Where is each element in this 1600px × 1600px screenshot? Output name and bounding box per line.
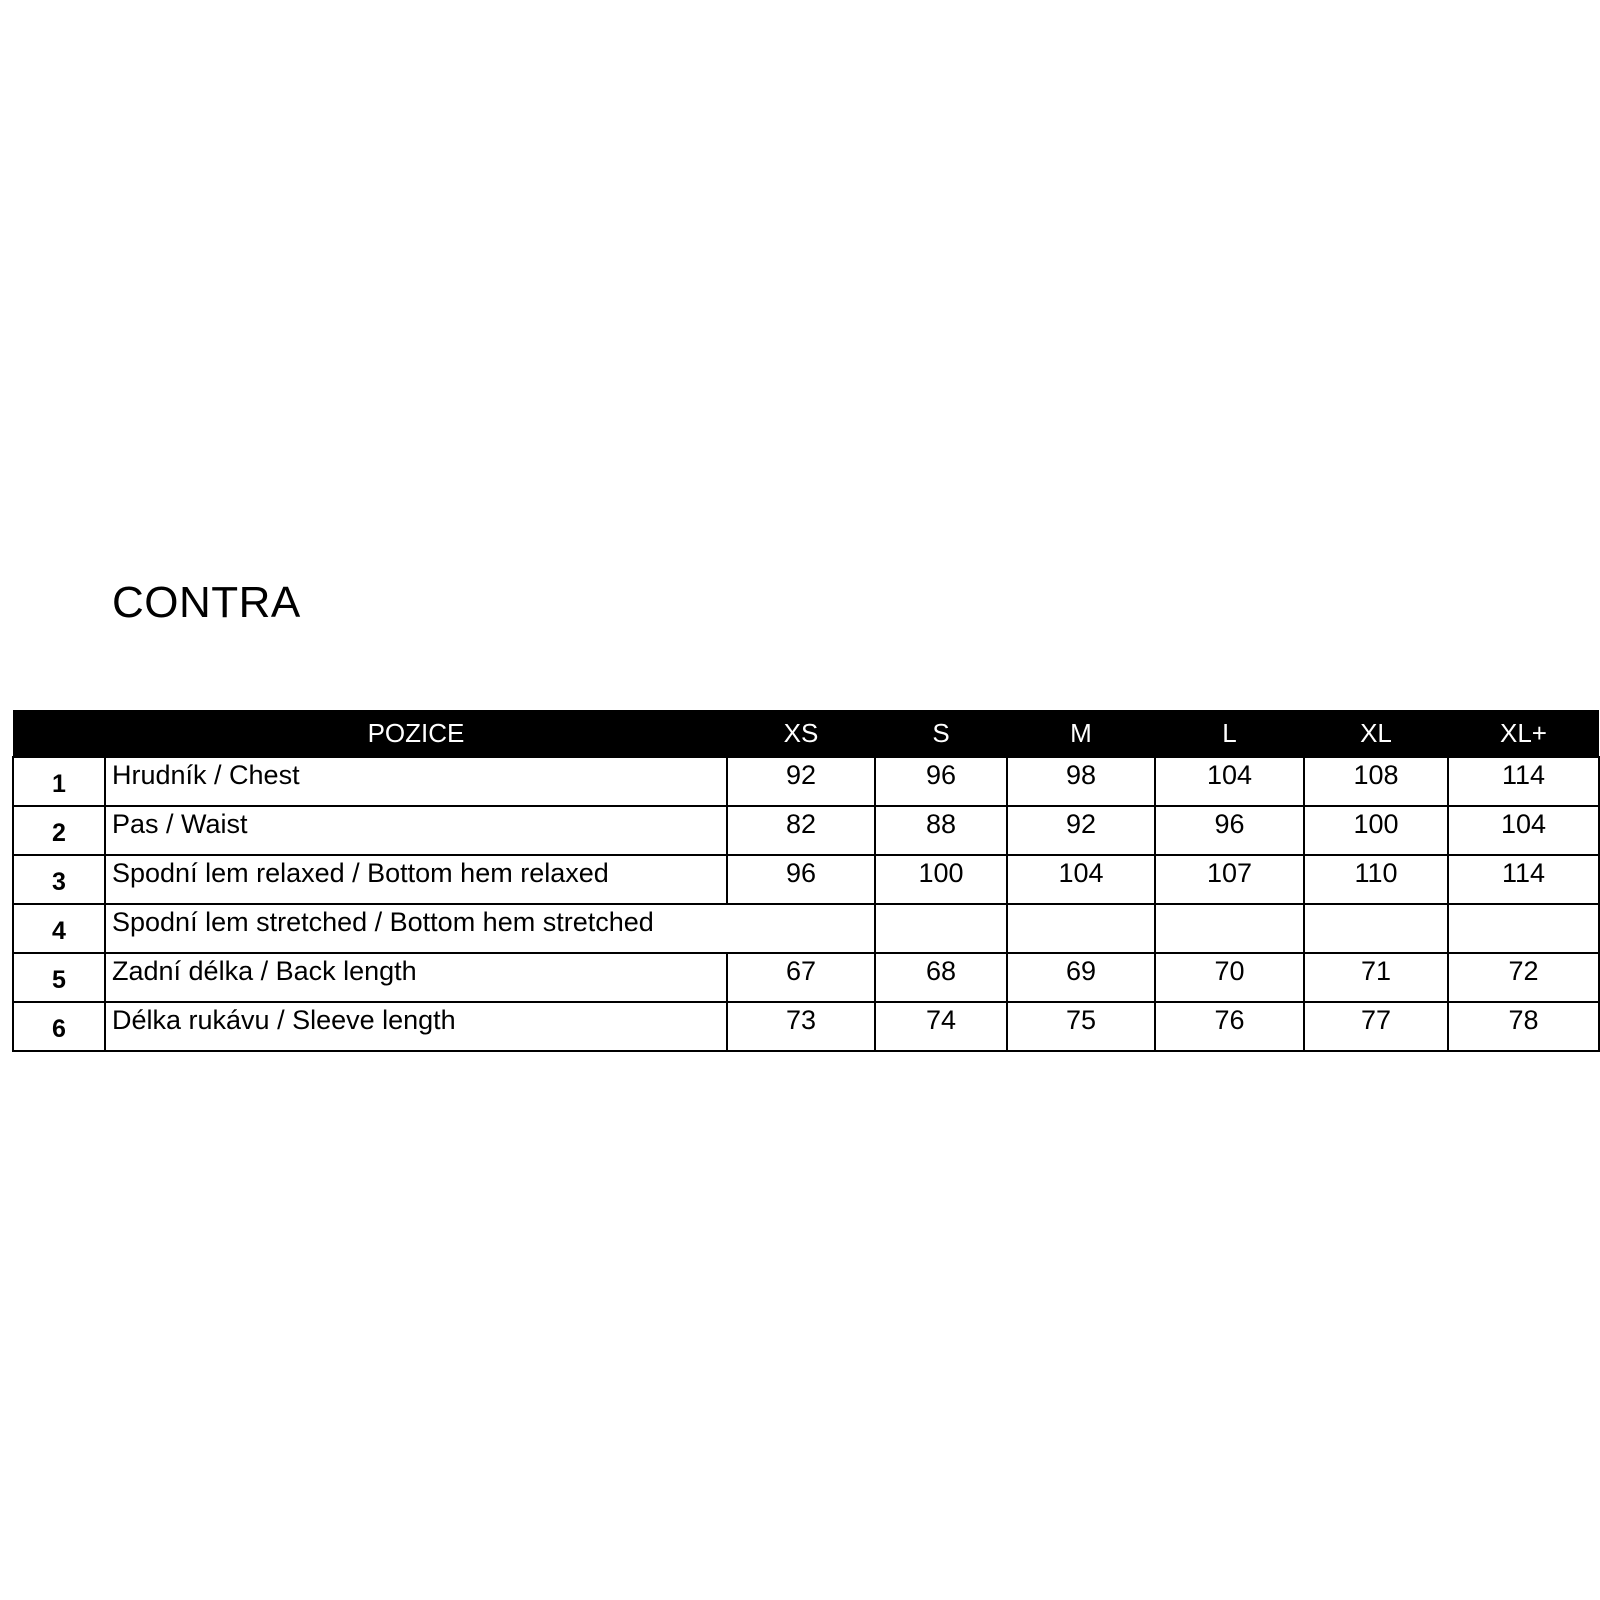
cell-xs: 96 [727,855,875,904]
table-row [13,1002,1599,1051]
row-number: 6 [13,1002,105,1051]
size-chart-table [12,710,1600,1052]
cell-s: 96 [875,757,1007,806]
cell-l: 70 [1155,953,1304,1002]
cell-l: 107 [1155,855,1304,904]
header-size-m: M [1007,710,1155,757]
row-label: Hrudník / Chest [105,757,727,806]
cell-l [1155,904,1304,953]
header-number-cell [13,710,105,757]
header-size-xs: XS [727,710,875,757]
row-label: Zadní délka / Back length [105,953,727,1002]
cell-s: 88 [875,806,1007,855]
cell-xl: 71 [1304,953,1448,1002]
cell-m: 92 [1007,806,1155,855]
row-label: Spodní lem relaxed / Bottom hem relaxed [105,855,727,904]
row-label: Délka rukávu / Sleeve length [105,1002,727,1051]
cell-xs: 73 [727,1002,875,1051]
header-size-s: S [875,710,1007,757]
cell-l: 76 [1155,1002,1304,1051]
header-size-xl: XL [1304,710,1448,757]
page-title: CONTRA [112,578,301,627]
cell-m: 69 [1007,953,1155,1002]
cell-s: 100 [875,855,1007,904]
cell-m: 75 [1007,1002,1155,1051]
table-row [13,757,1599,806]
cell-m: 104 [1007,855,1155,904]
table-row [13,855,1599,904]
header-size-xl-plus: XL+ [1448,710,1599,757]
cell-xl: 77 [1304,1002,1448,1051]
row-number: 5 [13,953,105,1002]
cell-xl-plus: 114 [1448,757,1599,806]
cell-xs: 92 [727,757,875,806]
table-row [13,806,1599,855]
row-number: 1 [13,757,105,806]
cell-xs: 82 [727,806,875,855]
header-size-l: L [1155,710,1304,757]
table-header-row [13,710,1599,757]
cell-l: 96 [1155,806,1304,855]
cell-m [1007,904,1155,953]
cell-xl-plus: 104 [1448,806,1599,855]
cell-s: 74 [875,1002,1007,1051]
cell-xl: 110 [1304,855,1448,904]
cell-l: 104 [1155,757,1304,806]
cell-s: 68 [875,953,1007,1002]
cell-xl: 108 [1304,757,1448,806]
table-row [13,953,1599,1002]
cell-xs: 67 [727,953,875,1002]
cell-xl-plus [1448,904,1599,953]
table-row [13,904,1599,953]
cell-xl [1304,904,1448,953]
cell-xl-plus: 114 [1448,855,1599,904]
cell-xl-plus: 78 [1448,1002,1599,1051]
row-number: 4 [13,904,105,953]
row-number: 2 [13,806,105,855]
row-label: Spodní lem stretched / Bottom hem stretched [105,904,875,953]
row-number: 3 [13,855,105,904]
cell-xl-plus: 72 [1448,953,1599,1002]
header-position: POZICE [105,710,727,757]
row-label: Pas / Waist [105,806,727,855]
cell-s [875,904,1007,953]
cell-m: 98 [1007,757,1155,806]
cell-xl: 100 [1304,806,1448,855]
